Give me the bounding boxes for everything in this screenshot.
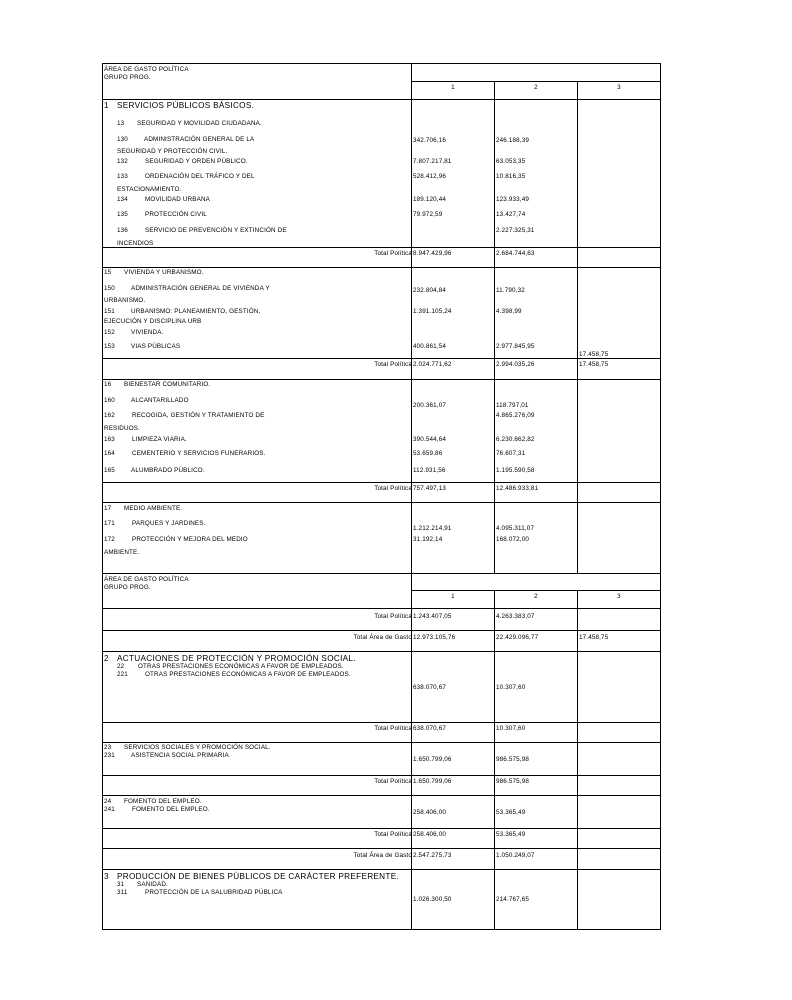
column-header-3: 3 — [617, 84, 621, 91]
column-header-1: 1 — [451, 84, 455, 91]
column-header-2: 2 — [534, 593, 538, 600]
area-title: SERVICIOS PÚBLICOS BÁSICOS. — [117, 101, 255, 110]
area-number: 1 — [104, 101, 109, 110]
area-title: ACTUACIONES DE PROTECCIÓN Y PROMOCIÓN SOCIAL. — [117, 654, 356, 663]
header-group-label: GRUPO PROG. — [104, 74, 151, 81]
area-number: 2 — [104, 654, 109, 663]
header-group-label: GRUPO PROG. — [104, 584, 151, 591]
column-header-1: 1 — [451, 593, 455, 600]
column-header-3: 3 — [617, 593, 621, 600]
column-header-2: 2 — [534, 84, 538, 91]
header-area-label: ÁREA DE GASTO POLÍTICA — [104, 576, 189, 583]
area-number: 3 — [104, 872, 109, 881]
header-area-label: ÁREA DE GASTO POLÍTICA — [104, 66, 189, 73]
area-title: PRODUCCIÓN DE BIENES PÚBLICOS DE CARÁCTER PREFERENTE. — [117, 872, 400, 881]
